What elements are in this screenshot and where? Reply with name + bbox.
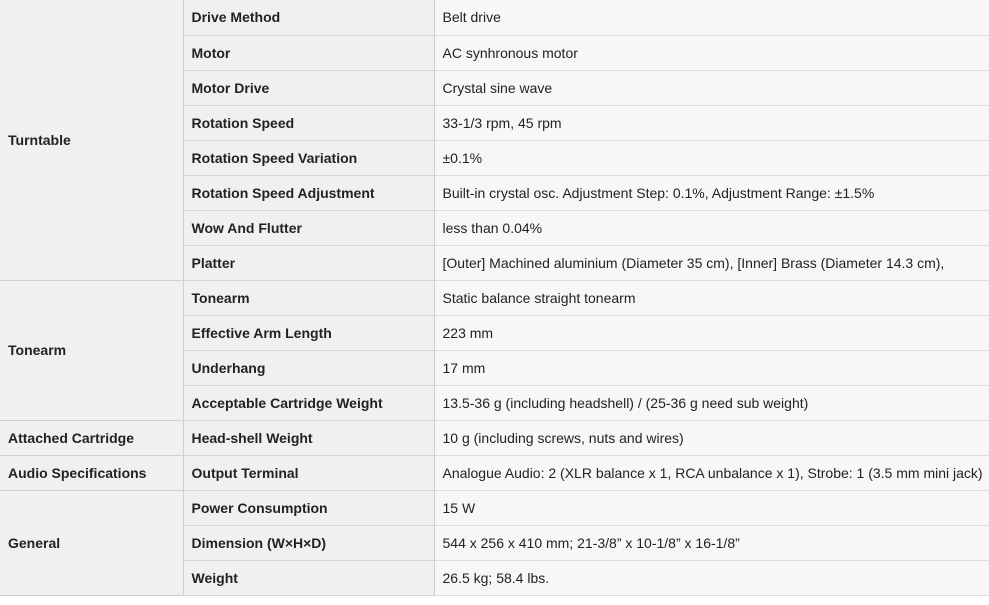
spec-label: Rotation Speed Adjustment (183, 175, 434, 210)
spec-label: Head-shell Weight (183, 420, 434, 455)
spec-value: 26.5 kg; 58.4 lbs. (434, 560, 989, 595)
spec-value: Static balance straight tonearm (434, 280, 989, 315)
spec-value: 10 g (including screws, nuts and wires) (434, 420, 989, 455)
spec-value: 223 mm (434, 315, 989, 350)
spec-value: less than 0.04% (434, 210, 989, 245)
spec-label: Motor Drive (183, 70, 434, 105)
spec-label: Effective Arm Length (183, 315, 434, 350)
spec-value: Built-in crystal osc. Adjustment Step: 0.1%, Adjustment Range: ±1.5% (434, 175, 989, 210)
spec-label: Motor (183, 35, 434, 70)
spec-value: AC synhronous motor (434, 35, 989, 70)
spec-label: Weight (183, 560, 434, 595)
spec-value: 17 mm (434, 350, 989, 385)
spec-label: Platter (183, 245, 434, 280)
spec-label: Output Terminal (183, 455, 434, 490)
spec-label: Power Consumption (183, 490, 434, 525)
spec-row (0, 455, 989, 490)
spec-row (0, 490, 989, 525)
spec-value: 13.5-36 g (including headshell) / (25-36 g need sub weight) (434, 385, 989, 420)
spec-label: Tonearm (183, 280, 434, 315)
spec-value: Analogue Audio: 2 (XLR balance x 1, RCA unbalance x 1), Strobe: 1 (3.5 mm mini jack) (434, 455, 989, 490)
spec-value: Belt drive (434, 0, 989, 35)
spec-value: 33-1/3 rpm, 45 rpm (434, 105, 989, 140)
spec-row (0, 0, 989, 35)
spec-label: Dimension (W×H×D) (183, 525, 434, 560)
category-audio-specifications: Audio Specifications (0, 455, 183, 490)
spec-label: Drive Method (183, 0, 434, 35)
category-general: General (0, 490, 183, 595)
spec-label: Rotation Speed (183, 105, 434, 140)
spec-label: Acceptable Cartridge Weight (183, 385, 434, 420)
category-tonearm: Tonearm (0, 280, 183, 420)
spec-label: Underhang (183, 350, 434, 385)
spec-value: ±0.1% (434, 140, 989, 175)
spec-label: Rotation Speed Variation (183, 140, 434, 175)
category-attached-cartridge: Attached Cartridge (0, 420, 183, 455)
spec-value: 15 W (434, 490, 989, 525)
spec-row (0, 280, 989, 315)
spec-value: 544 x 256 x 410 mm; 21-3/8” x 10-1/8” x 16-1/8” (434, 525, 989, 560)
category-turntable: Turntable (0, 0, 183, 280)
spec-label: Wow And Flutter (183, 210, 434, 245)
spec-value: [Outer] Machined aluminium (Diameter 35 cm), [Inner] Brass (Diameter 14.3 cm), (434, 245, 989, 280)
spec-value: Crystal sine wave (434, 70, 989, 105)
spec-row (0, 420, 989, 455)
